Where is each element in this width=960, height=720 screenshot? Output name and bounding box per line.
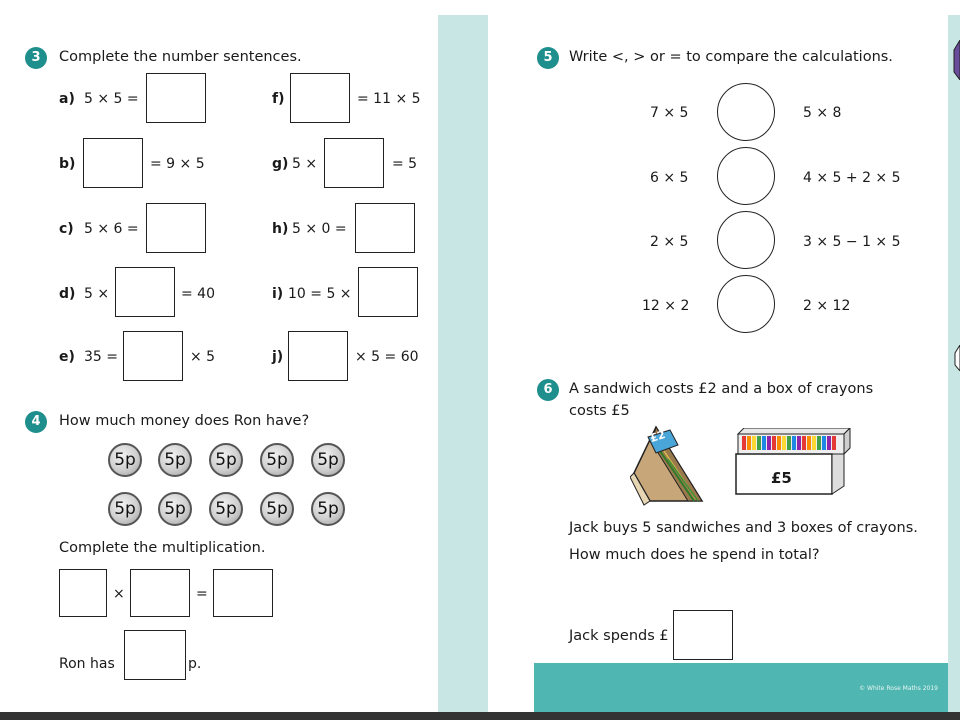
multiplication-instruction: Complete the multiplication. <box>59 540 266 556</box>
coin-5p: 5p <box>108 492 142 526</box>
crayon-price-tag: £5 <box>771 469 792 487</box>
item-d-expr-post: = 40 <box>181 286 215 302</box>
item-g-expr-post: = 5 <box>392 156 418 172</box>
question-5-number: 5 <box>537 47 559 69</box>
item-d-answer-box[interactable] <box>115 267 175 317</box>
factor-2-box[interactable] <box>130 569 190 617</box>
pence-unit: p. <box>188 656 202 672</box>
question-6-number: 6 <box>537 379 559 401</box>
item-c-answer-box[interactable] <box>146 203 206 253</box>
coin-5p: 5p <box>260 492 294 526</box>
item-b-answer-box[interactable] <box>83 138 143 188</box>
pencil-icon <box>954 345 960 371</box>
item-e-answer-box[interactable] <box>123 331 183 381</box>
coin-5p: 5p <box>311 492 345 526</box>
jack-spends-answer-box[interactable] <box>673 610 733 660</box>
compare-right-3: 3 × 5 − 1 × 5 <box>803 234 901 250</box>
item-h-label: h) <box>272 221 289 237</box>
compare-right-1: 5 × 8 <box>803 105 842 121</box>
coin-5p: 5p <box>108 443 142 477</box>
item-a-expr: 5 × 5 = <box>84 91 139 107</box>
crayon-box-icon <box>734 428 852 498</box>
compare-circle-4[interactable] <box>717 275 775 333</box>
item-d-expr-pre: 5 × <box>84 286 110 302</box>
compare-left-1: 7 × 5 <box>650 105 689 121</box>
compare-left-4: 12 × 2 <box>642 298 690 314</box>
coin-5p: 5p <box>260 443 294 477</box>
item-b-label: b) <box>59 156 76 172</box>
item-j-expr: × 5 = 60 <box>355 349 419 365</box>
item-a-label: a) <box>59 91 75 107</box>
compare-right-2: 4 × 5 + 2 × 5 <box>803 170 901 186</box>
compare-right-4: 2 × 12 <box>803 298 851 314</box>
item-h-answer-box[interactable] <box>355 203 415 253</box>
compare-circle-1[interactable] <box>717 83 775 141</box>
jack-spends-label: Jack spends £ <box>569 628 669 644</box>
coin-5p: 5p <box>158 492 192 526</box>
item-j-answer-box[interactable] <box>288 331 348 381</box>
item-c-expr: 5 × 6 = <box>84 221 139 237</box>
item-g-label: g) <box>272 156 289 172</box>
item-a-answer-box[interactable] <box>146 73 206 123</box>
coin-5p: 5p <box>209 443 243 477</box>
item-i-label: i) <box>272 286 284 302</box>
item-c-label: c) <box>59 221 74 237</box>
times-sign: × <box>113 586 125 602</box>
page-footer <box>534 663 948 713</box>
item-b-expr: = 9 × 5 <box>150 156 205 172</box>
question-4-number: 4 <box>25 411 47 433</box>
question-3-title: Complete the number sentences. <box>59 49 302 65</box>
coin-5p: 5p <box>209 492 243 526</box>
question-5-title: Write <, > or = to compare the calculations. <box>569 49 893 65</box>
question-6-line-1: A sandwich costs £2 and a box of crayons <box>569 381 874 397</box>
pencil-icon <box>952 40 960 80</box>
compare-circle-2[interactable] <box>717 147 775 205</box>
factor-1-box[interactable] <box>59 569 107 617</box>
ron-has-answer-box[interactable] <box>124 630 186 680</box>
equals-sign: = <box>196 586 208 602</box>
question-6-prompt-1: Jack buys 5 sandwiches and 3 boxes of crayons. <box>569 520 918 536</box>
ron-has-label: Ron has <box>59 656 115 672</box>
question-6-prompt-2: How much does he spend in total? <box>569 547 820 563</box>
item-h-expr: 5 × 0 = <box>292 221 347 237</box>
sandwich-icon <box>630 425 710 510</box>
item-e-label: e) <box>59 349 75 365</box>
bottom-strip <box>0 712 960 720</box>
product-box[interactable] <box>213 569 273 617</box>
item-f-answer-box[interactable] <box>290 73 350 123</box>
compare-left-3: 2 × 5 <box>650 234 689 250</box>
left-page-margin <box>438 15 488 720</box>
item-g-expr-pre: 5 × <box>292 156 318 172</box>
item-i-answer-box[interactable] <box>358 267 418 317</box>
compare-circle-3[interactable] <box>717 211 775 269</box>
item-i-expr: 10 = 5 × <box>288 286 352 302</box>
item-f-label: f) <box>272 91 285 107</box>
item-g-answer-box[interactable] <box>324 138 384 188</box>
item-f-expr: = 11 × 5 <box>357 91 421 107</box>
sandwich-price-tag: £2 <box>648 427 667 446</box>
copyright-text: © White Rose Maths 2019 <box>859 685 938 692</box>
item-e-expr-post: × 5 <box>190 349 216 365</box>
question-3-number: 3 <box>25 47 47 69</box>
compare-left-2: 6 × 5 <box>650 170 689 186</box>
coin-5p: 5p <box>158 443 192 477</box>
coin-5p: 5p <box>311 443 345 477</box>
question-6-line-2: costs £5 <box>569 403 630 419</box>
item-e-expr-pre: 35 = <box>84 349 118 365</box>
item-d-label: d) <box>59 286 76 302</box>
item-j-label: j) <box>272 349 284 365</box>
question-4-title: How much money does Ron have? <box>59 413 310 429</box>
